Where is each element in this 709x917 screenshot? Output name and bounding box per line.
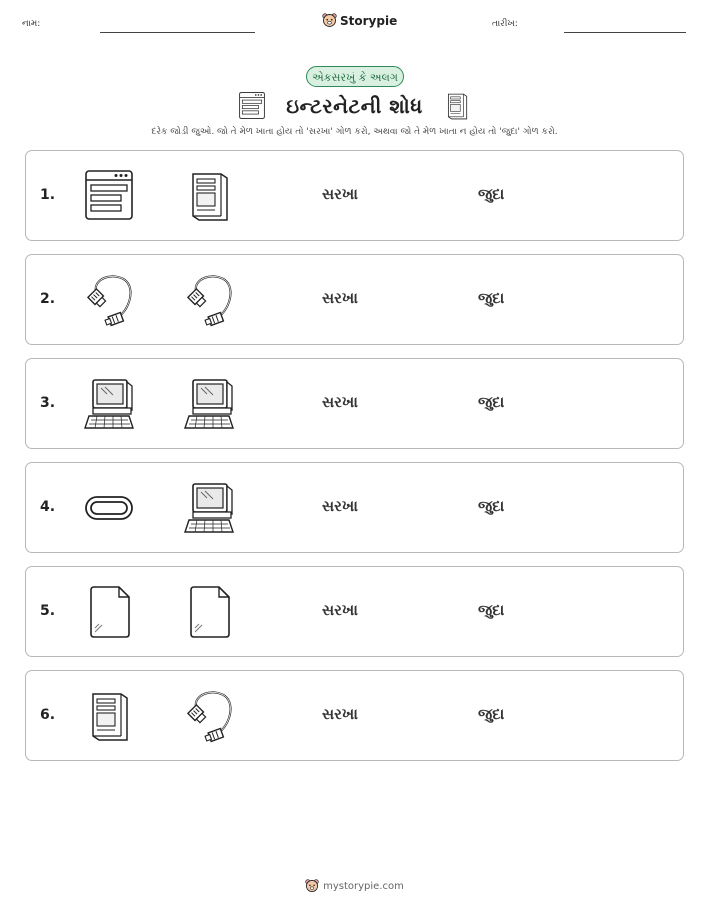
question-row-6 [25,670,684,761]
question-number: 3. [40,395,56,411]
different-option[interactable]: જુદા [478,497,505,515]
date-line[interactable] [564,32,686,33]
different-option[interactable]: જુદા [478,393,505,411]
question-row-4 [25,462,684,553]
server-tower-icon [83,688,135,744]
date-label: તારીખ: [492,19,518,29]
ethernet-cable-icon [183,272,235,328]
same-option[interactable]: સરખા [322,705,358,723]
name-line[interactable] [100,32,255,33]
question-row-3 [25,358,684,449]
same-option[interactable]: સરખા [322,601,358,619]
footer-url[interactable]: mystorypie.com [323,880,404,892]
question-number: 6. [40,707,56,723]
question-row-2 [25,254,684,345]
brand-logo [322,13,397,28]
ethernet-cable-icon [183,688,235,744]
different-option[interactable]: જુદા [478,705,505,723]
desktop-computer-icon [183,376,235,432]
same-option[interactable]: સરખા [322,185,358,203]
document-icon [83,584,135,640]
instructions: દરેક જોડી જુઓ. જો તે મેળ ખાતા હોય તો 'સરખા' ગોળ કરો, અથવા જો તે મેળ ખાતા ન હોય તો 'જુદા' ગોળ કરો. [151,127,558,137]
name-label: નામ: [22,19,41,29]
brand-name: Storypie [340,13,398,28]
desktop-computer-icon [83,376,135,432]
same-option[interactable]: સરખા [322,289,358,307]
bear-logo-icon [305,879,319,893]
same-option[interactable]: સરખા [322,393,358,411]
question-row-1 [25,150,684,241]
question-number: 5. [40,603,56,619]
different-option[interactable]: જુદા [478,185,505,203]
browser-window-icon [83,168,135,224]
title-row [0,90,709,122]
topic-tag: એકસરખું કે અલગ [306,66,404,87]
footer [0,879,709,893]
page-title: ઇન્ટરનેટની શોધ [286,94,423,118]
document-icon [183,584,235,640]
question-number: 4. [40,499,56,515]
question-number: 1. [40,187,56,203]
ethernet-cable-icon [83,272,135,328]
question-row-5 [25,566,684,657]
browser-window-icon [238,90,266,122]
different-option[interactable]: જુદા [478,601,505,619]
question-number: 2. [40,291,56,307]
bear-logo-icon [322,13,337,28]
different-option[interactable]: જુદા [478,289,505,307]
server-tower-icon [183,168,235,224]
hyperlink-icon [83,480,135,536]
desktop-computer-icon [183,480,235,536]
server-tower-icon [443,90,471,122]
same-option[interactable]: સરખા [322,497,358,515]
